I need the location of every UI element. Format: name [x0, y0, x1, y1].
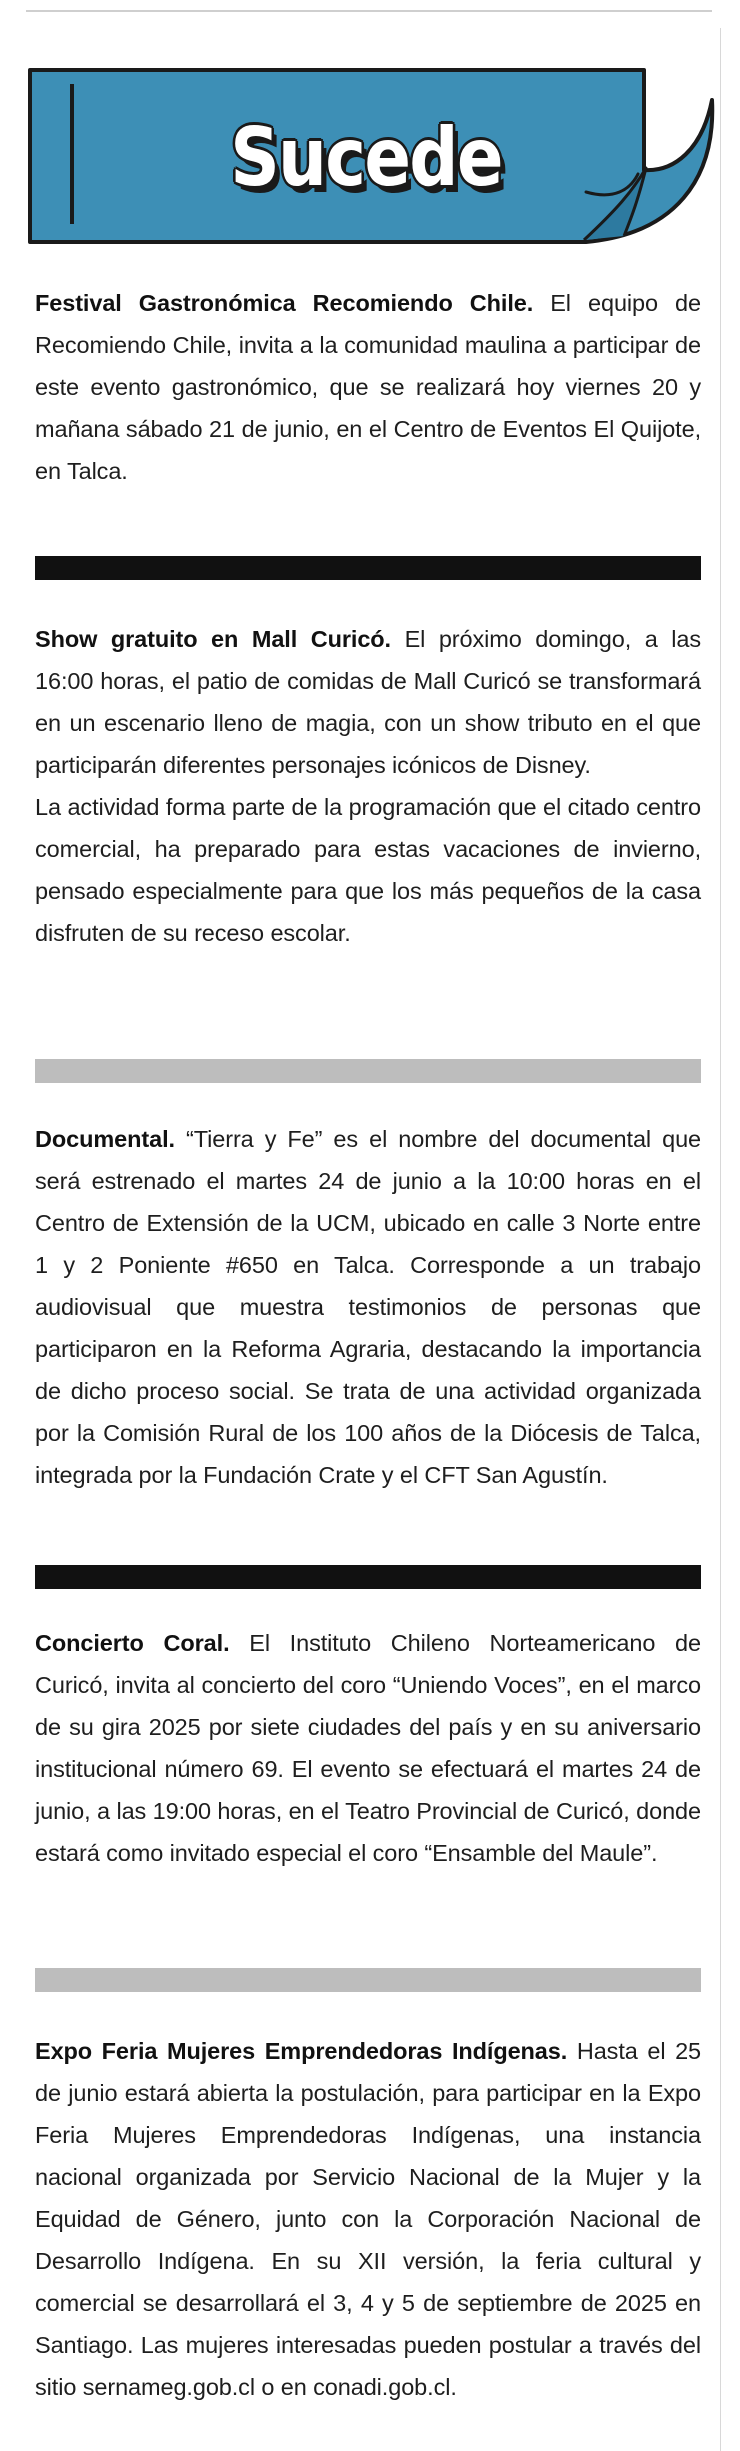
news-text: El equipo de Recomiendo Chile, invita a la comunidad maulina a participar de este evento gastronómico, que se realizará hoy viernes 20 y mañana sábado 21 de junio, en el Centro de Eventos El Quijote, en Talca. — [35, 290, 701, 484]
news-paragraph — [35, 2030, 701, 2408]
separator-bar — [35, 1059, 701, 1083]
news-item — [35, 618, 701, 954]
news-paragraph — [35, 1118, 701, 1496]
separator-bar — [35, 556, 701, 580]
news-text: El próximo domingo, a las 16:00 horas, el patio de comidas de Mall Curicó se transformará en un escenario lleno de magia, con un show tributo en el que participarán diferentes personajes icónicos de Disney. — [35, 626, 701, 778]
news-heading: Documental. — [35, 1126, 175, 1152]
news-item — [35, 1118, 701, 1496]
news-paragraph — [35, 1622, 701, 1874]
separator-bar — [35, 1565, 701, 1589]
news-text: Hasta el 25 de junio estará abierta la postulación, para participar en la Expo Feria Mujeres Emprendedoras Indígenas, una instancia nacional organizada por Servicio Nacional de la Mujer y la Equidad de Género, junto con la Corporación Nacional de Desarrollo Indígena. En su XII versión, la feria cultural y comercial se desarrollará el 3, 4 y 5 de septiembre de 2025 en Santiago. Las mujeres interesadas pueden postular a través del sitio sernameg.gob.cl o en conadi.gob.cl. — [35, 2038, 702, 2400]
news-text: El Instituto Chileno Norteamericano de Curicó, invita al concierto del coro “Uniendo Voces”, en el marco de su gira 2025 por siete ciudades del país y en su aniversario institucional número 69. El evento se efectuará el martes 24 de junio, a las 19:00 horas, en el Teatro Provincial de Curicó, donde estará como invitado especial el coro “Ensamble del Maule”. — [35, 1630, 701, 1866]
news-heading: Show gratuito en Mall Curicó. — [35, 626, 391, 652]
news-item — [35, 1622, 701, 1874]
news-heading: Expo Feria Mujeres Emprendedoras Indígenas. — [35, 2038, 568, 2064]
news-paragraph — [35, 618, 701, 786]
page-edge — [720, 28, 721, 2451]
news-paragraph — [35, 282, 701, 492]
news-heading: Concierto Coral. — [35, 1630, 230, 1656]
news-paragraph — [35, 786, 701, 954]
news-item — [35, 2030, 701, 2408]
section-title: Sucede — [230, 111, 502, 204]
news-item — [35, 282, 701, 492]
news-text: La actividad forma parte de la programación que el citado centro comercial, ha preparado para estas vacaciones de invierno, pensado especialmente para que los más pequeños de la casa disfruten de su receso escolar. — [35, 794, 701, 946]
news-heading: Festival Gastronómica Recomiendo Chile. — [35, 290, 534, 316]
news-text: “Tierra y Fe” es el nombre del documental que será estrenado el martes 24 de junio a la 10:00 horas en el Centro de Extensión de la UCM, ubicado en calle 3 Norte entre 1 y 2 Poniente #650 en Talca. Corresponde a un trabajo audiovisual que muestra testimonios de personas que participaron en la Reforma Agraria, destacando la importancia de dicho proceso social. Se trata de una actividad organizada por la Comisión Rural de los 100 años de la Diócesis de Talca, integrada por la Fundación Crate y el CFT San Agustín. — [35, 1126, 702, 1488]
top-rule — [26, 10, 712, 12]
section-banner — [26, 60, 716, 260]
separator-bar — [35, 1968, 701, 1992]
